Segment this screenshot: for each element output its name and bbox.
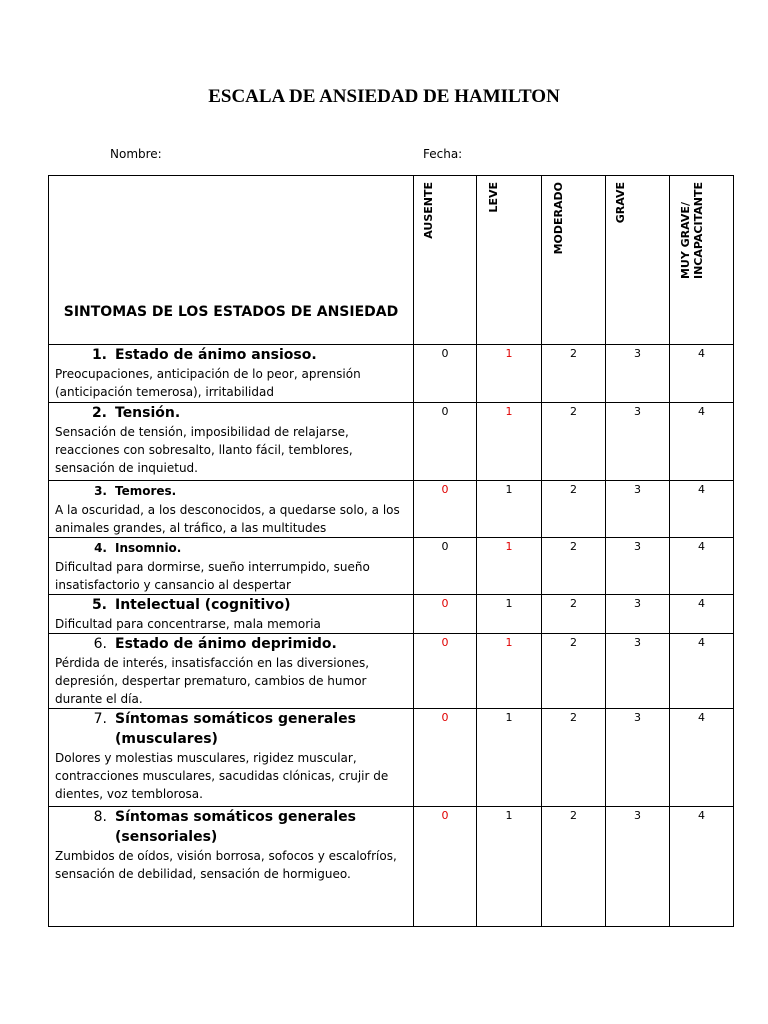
score-muy-grave[interactable]: 4 [670, 595, 734, 634]
score-leve[interactable]: 1 [477, 481, 542, 538]
score-grave[interactable]: 3 [606, 481, 670, 538]
score-ausente[interactable]: 0 [414, 403, 477, 481]
hamilton-scale-table [48, 175, 734, 927]
score-muy-grave[interactable]: 4 [670, 403, 734, 481]
item-description: Zumbidos de oídos, visión borrosa, sofocos y escalofríos, sensación de debilidad, sensación de hormigueo. [55, 849, 397, 881]
item-description: Dificultad para dormirse, sueño interrumpido, sueño insatisfactorio y cansancio al despertar [55, 560, 370, 592]
score-leve[interactable]: 1 [477, 403, 542, 481]
item-title: Insomnio. [115, 541, 182, 555]
table-row: 5. Intelectual (cognitivo) Dificultad para concentrarse, mala memoria 0 1 2 3 4 [49, 595, 734, 634]
score-moderado[interactable]: 2 [542, 538, 606, 595]
table-row: 7. Síntomas somáticos generales (musculares) Dolores y molestias musculares, rigidez muscular, contracciones musculares, sacudidas clónicas, crujir de dientes, voz temblorosa. 0 1 2 3 4 [49, 709, 734, 807]
page-title: ESCALA DE ANSIEDAD DE HAMILTON [208, 86, 560, 107]
score-grave[interactable]: 3 [606, 807, 670, 927]
item-title: Síntomas somáticos generales [115, 809, 356, 825]
score-leve[interactable]: 1 [477, 345, 542, 403]
item-title: Estado de ánimo ansioso. [115, 347, 317, 363]
score-ausente[interactable]: 0 [414, 634, 477, 709]
item-title: Síntomas somáticos generales [115, 711, 356, 727]
col-leve-header: LEVE [477, 176, 542, 345]
score-grave[interactable]: 3 [606, 634, 670, 709]
score-grave[interactable]: 3 [606, 403, 670, 481]
item-description: Dolores y molestias musculares, rigidez muscular, contracciones musculares, sacudidas clónicas, crujir de dientes, voz temblorosa. [55, 751, 389, 801]
score-ausente[interactable]: 0 [414, 807, 477, 927]
item-description: Sensación de tensión, imposibilidad de relajarse, reacciones con sobresalto, llanto fácil, temblores, sensación de inquietud. [55, 425, 353, 475]
score-grave[interactable]: 3 [606, 538, 670, 595]
table-row: 4. Insomnio. Dificultad para dormirse, sueño interrumpido, sueño insatisfactorio y cansancio al despertar 0 1 2 3 4 [49, 538, 734, 595]
fecha-label: Fecha: [423, 147, 463, 161]
symptoms-header: SINTOMAS DE LOS ESTADOS DE ANSIEDAD [49, 176, 414, 345]
table-row: 8. Síntomas somáticos generales (sensoriales) Zumbidos de oídos, visión borrosa, sofocos y escalofríos, sensación de debilidad, sensación de hormigueo. 0 1 2 3 4 [49, 807, 734, 927]
score-ausente[interactable]: 0 [414, 538, 477, 595]
header-row [49, 176, 734, 345]
item-description: Preocupaciones, anticipación de lo peor, aprensión (anticipación temerosa), irritabilidad [55, 367, 361, 399]
item-title: Tensión. [115, 405, 181, 421]
score-muy-grave[interactable]: 4 [670, 807, 734, 927]
table-row: 6. Estado de ánimo deprimido. Pérdida de interés, insatisfacción en las diversiones, depresión, despertar prematuro, cambios de humor durante el día. 0 1 2 3 4 [49, 634, 734, 709]
table-row: 3. Temores. A la oscuridad, a los desconocidos, a quedarse solo, a los animales grandes, al tráfico, a las multitudes 0 1 2 3 4 [49, 481, 734, 538]
col-moderado-header: MODERADO [542, 176, 606, 345]
score-leve[interactable]: 1 [477, 634, 542, 709]
score-muy-grave[interactable]: 4 [670, 709, 734, 807]
score-ausente[interactable]: 0 [414, 595, 477, 634]
score-moderado[interactable]: 2 [542, 807, 606, 927]
score-moderado[interactable]: 2 [542, 709, 606, 807]
score-moderado[interactable]: 2 [542, 595, 606, 634]
item-description: Pérdida de interés, insatisfacción en las diversiones, depresión, despertar prematuro, cambios de humor durante el día. [55, 656, 370, 706]
score-moderado[interactable]: 2 [542, 403, 606, 481]
table-row: 2. Tensión. Sensación de tensión, imposibilidad de relajarse, reacciones con sobresalto, llanto fácil, temblores, sensación de inquietud. 0 1 2 3 4 [49, 403, 734, 481]
score-muy-grave[interactable]: 4 [670, 345, 734, 403]
score-muy-grave[interactable]: 4 [670, 538, 734, 595]
item-description: Dificultad para concentrarse, mala memoria [55, 617, 321, 631]
score-muy-grave[interactable]: 4 [670, 634, 734, 709]
item-description: A la oscuridad, a los desconocidos, a quedarse solo, a los animales grandes, al tráfico, a las multitudes [55, 503, 400, 535]
score-moderado[interactable]: 2 [542, 634, 606, 709]
score-leve[interactable]: 1 [477, 807, 542, 927]
score-muy-grave[interactable]: 4 [670, 481, 734, 538]
score-moderado[interactable]: 2 [542, 345, 606, 403]
item-title: Intelectual (cognitivo) [115, 597, 291, 613]
item-title: Temores. [115, 484, 177, 498]
item-title-cont: (musculares) [115, 731, 218, 747]
score-leve[interactable]: 1 [477, 595, 542, 634]
score-ausente[interactable]: 0 [414, 345, 477, 403]
col-grave-header: GRAVE [606, 176, 670, 345]
col-muy-grave-header: MUY GRAVE/ INCAPACITANTE [670, 176, 734, 345]
score-grave[interactable]: 3 [606, 345, 670, 403]
item-title-cont: (sensoriales) [115, 829, 218, 845]
table-row: 1. Estado de ánimo ansioso. Preocupaciones, anticipación de lo peor, aprensión (anticipación temerosa), irritabilidad 0 1 2 3 4 [49, 345, 734, 403]
nombre-label: Nombre: [110, 147, 162, 161]
score-grave[interactable]: 3 [606, 595, 670, 634]
score-leve[interactable]: 1 [477, 538, 542, 595]
score-ausente[interactable]: 0 [414, 481, 477, 538]
score-moderado[interactable]: 2 [542, 481, 606, 538]
score-ausente[interactable]: 0 [414, 709, 477, 807]
score-grave[interactable]: 3 [606, 709, 670, 807]
score-leve[interactable]: 1 [477, 709, 542, 807]
col-ausente-header: AUSENTE [414, 176, 477, 345]
item-title: Estado de ánimo deprimido. [115, 636, 337, 652]
